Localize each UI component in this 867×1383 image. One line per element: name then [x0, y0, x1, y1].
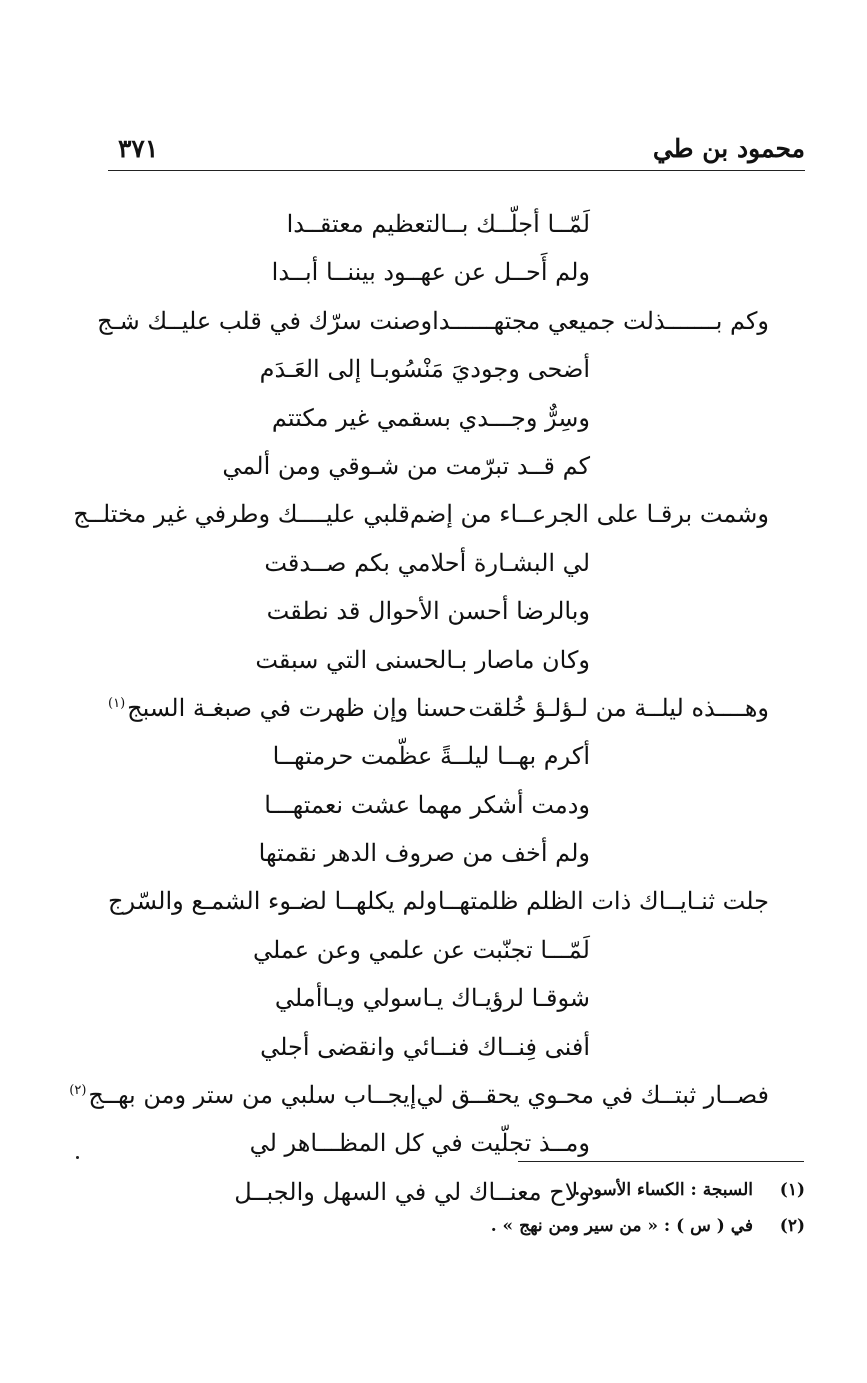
poem-body	[69, 200, 805, 1216]
poem-line-text: ولاح معنــاك لي في السهل والجبــل	[234, 1177, 590, 1206]
footnotes	[440, 1172, 805, 1244]
footnote-text: في ( س ) : « من سير ومن نهج » .	[490, 1216, 753, 1236]
verse-second-hemistich: ولم يكلهــا لضـوء الشمـع والسّرج	[108, 887, 438, 916]
page-number: ٣٧١	[118, 134, 159, 163]
print-speck	[76, 1156, 79, 1159]
poem-line	[108, 1023, 805, 1071]
verse-second-hemistich: وصنت سرّك في قلب عليــك شـج	[97, 306, 433, 335]
poem-line	[108, 394, 805, 442]
poem-line	[108, 200, 805, 248]
poem-line-text: ولم أَحــل عن عهــود بيننــا أبــدا	[271, 258, 590, 287]
footnote-reference: (١)	[108, 695, 126, 711]
verse-first-hemistich: وشمت برقـا على الجرعــاء من إضم	[409, 500, 769, 529]
poem-line-text: أكرم بهــا ليلــةً عظّمت حرمتهــا	[272, 742, 590, 771]
footnote-reference: (٢)	[69, 1083, 87, 1099]
poem-line-text: وسِرٌّ وجـــدي بسقمي غير مكتتم	[271, 403, 590, 432]
poem-line	[108, 829, 805, 877]
poem-line-text: لَمّـــا تجنّبت عن علمي وعن عملي	[252, 935, 590, 964]
poem-line	[108, 587, 805, 635]
poem-line-text: ودمت أشكر مهما عشت نعمتهـــا	[264, 790, 590, 819]
poem-line-text: وكان ماصار بـالحسنى التي سبقت	[255, 645, 590, 674]
poem-line	[108, 974, 805, 1022]
poem-line	[108, 539, 805, 587]
poem-verse	[108, 877, 805, 925]
verse-first-hemistich: فصــار ثبتــك في محـوي يحقــق لي	[416, 1081, 769, 1110]
verse-first-hemistich: وكم بـــــــذلت جميعي مجتهــــــدا	[432, 306, 769, 335]
footnote	[440, 1172, 805, 1208]
poem-verse	[108, 684, 805, 732]
poem-verse	[97, 297, 805, 345]
verse-second-hemistich: قلبي عليــــك وطرفي غير مختلــج	[73, 500, 410, 529]
verse-first-hemistich: وهــــذه ليلــة من لـؤلـؤ خُلقت	[468, 693, 769, 722]
verse-second-hemistich-with-note	[69, 1071, 416, 1119]
poem-line-text: ولم أخف من صروف الدهر نقمتها	[258, 839, 590, 868]
poem-line	[108, 781, 805, 829]
poem-verse	[69, 1071, 805, 1119]
footnote-number: (٢)	[779, 1216, 805, 1236]
footnote-number: (١)	[779, 1180, 805, 1200]
verse-first-hemistich: جلت ثنـايــاك ذات الظلم ظلمتهــا	[437, 887, 769, 916]
footnote-text: السبجة : الكساء الأسود .	[574, 1180, 753, 1200]
poem-line	[108, 345, 805, 393]
verse-second-hemistich: حسنا وإن ظهرت في صبغـة السبج	[127, 693, 467, 722]
poem-verse	[73, 490, 805, 538]
poem-line	[108, 442, 805, 490]
page-header	[108, 130, 805, 171]
footnote-divider	[518, 1161, 804, 1162]
poem-line-text: كم قــد تبرّمت من شـوقي ومن ألمي	[222, 451, 590, 480]
poem-line-text: أفنى فِنــاك فنــائي وانقضى أجلي	[260, 1032, 590, 1061]
running-title: محمود بن طي	[652, 134, 805, 163]
verse-second-hemistich: إيجــاب سلبي من ستر ومن بهــج	[88, 1081, 417, 1110]
poem-line-text: لي البشـارة أحلامي بكم صــدقت	[264, 548, 590, 577]
poem-line-text: ومــذ تجلّيت في كل المظـــاهر لي	[249, 1129, 590, 1158]
poem-line-text: لَمّــا أجلّــك بــالتعظيم معتقــدا	[286, 210, 590, 238]
poem-line-text: أضحى وجوديَ مَنْسُوبـا إلى العَـدَم	[259, 355, 590, 384]
poem-line	[108, 248, 805, 296]
poem-line-text: وبالرضا أحسن الأحوال قد نطقت	[266, 597, 590, 626]
verse-second-hemistich-with-note	[108, 684, 467, 732]
poem-line	[108, 636, 805, 684]
poem-line	[108, 732, 805, 780]
poem-line-text: شوقـا لرؤيـاك يـاسولي ويـاأملي	[274, 984, 590, 1013]
poem-line	[108, 926, 805, 974]
footnote	[440, 1208, 805, 1244]
